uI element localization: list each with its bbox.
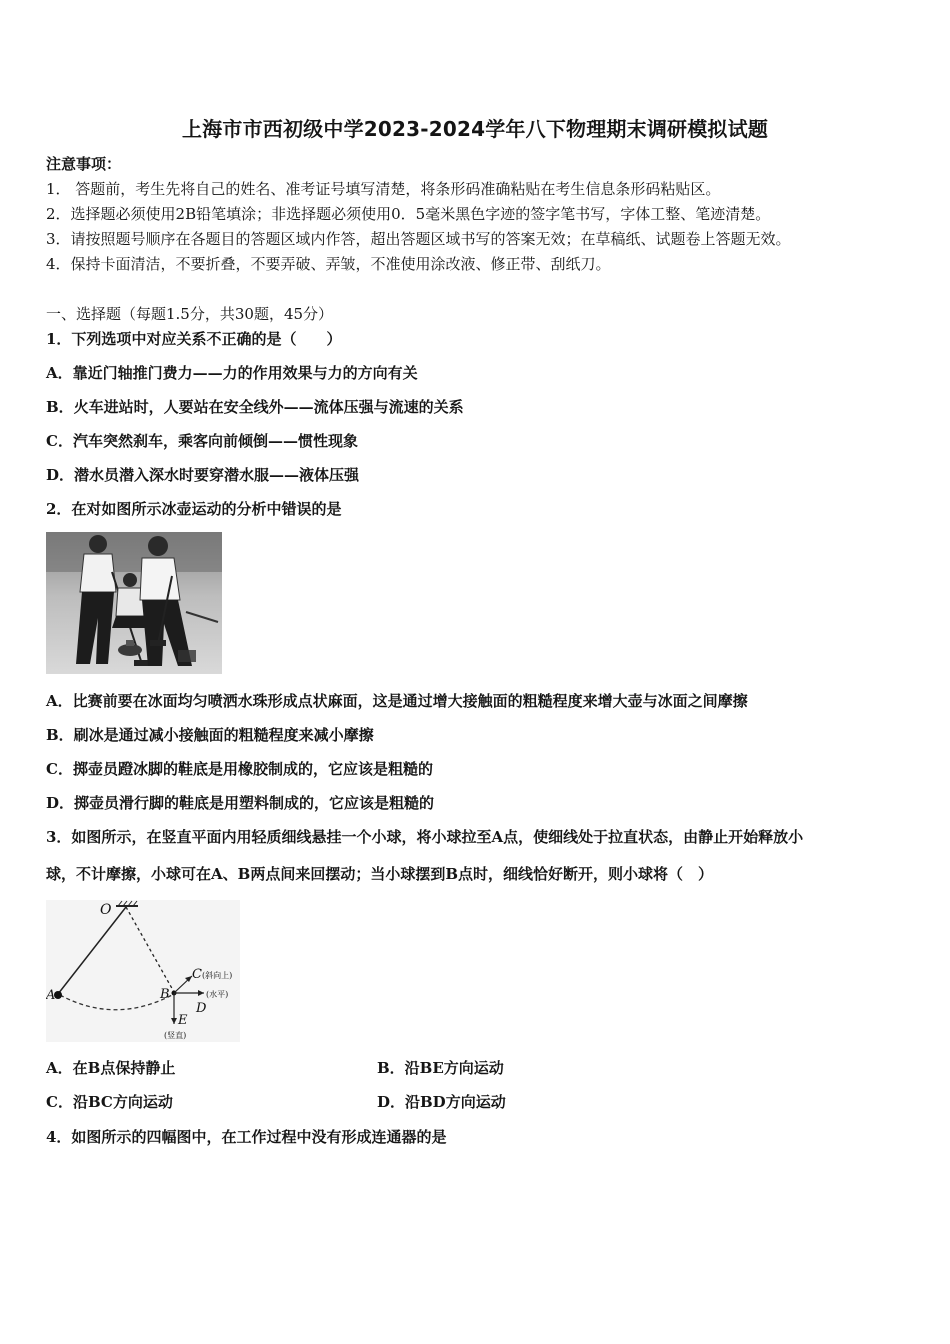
label-e: E xyxy=(178,1013,188,1028)
q3-option-c: C．沿BC方向运动 xyxy=(46,1093,173,1111)
notice-item-2: 2．选择题必须使用2B铅笔填涂；非选择题必须使用0．5毫米黑色字迹的签字笔书写，字体工整、笔迹清楚。 xyxy=(46,205,771,223)
q4-stem: 4．如图所示的四幅图中，在工作过程中没有形成连通器的是 xyxy=(46,1128,447,1146)
q3-option-d: D．沿BD方向运动 xyxy=(377,1093,506,1111)
q2-option-d: D．掷壶员滑行脚的鞋底是用塑料制成的，它应该是粗糙的 xyxy=(46,794,435,812)
notice-item-3: 3．请按照题号顺序在各题目的答题区域内作答，超出答题区域书写的答案无效；在草稿纸、试题卷上答题无效。 xyxy=(46,230,791,248)
label-d-note: (水平) xyxy=(206,990,229,999)
label-c-note: (斜向上) xyxy=(202,971,233,980)
notice-item-1: 1． 答题前，考生先将自己的姓名、准考证号填写清楚，将条形码准确粘贴在考生信息条形码粘贴区。 xyxy=(46,180,721,198)
curling-photo-image xyxy=(46,532,222,674)
q3-stem-line1: 3．如图所示，在竖直平面内用轻质细线悬挂一个小球，将小球拉至A点，使细线处于拉直状态，由静止开始释放小 xyxy=(46,828,804,846)
notice-item-4: 4．保持卡面清洁，不要折叠，不要弄破、弄皱，不准使用涂改液、修正带、刮纸刀。 xyxy=(46,255,611,273)
q3-stem-line2: 球，不计摩擦，小球可在A、B两点间来回摆动；当小球摆到B点时，细线恰好断开，则小球将（ ） xyxy=(46,865,713,883)
q2-option-a: A．比赛前要在冰面均匀喷洒水珠形成点状麻面，这是通过增大接触面的粗糙程度来增大壶与冰面之间摩擦 xyxy=(46,692,748,710)
pendulum-figure xyxy=(46,900,240,1042)
q1-stem: 1．下列选项中对应关系不正确的是（ ） xyxy=(46,330,342,348)
label-d: D xyxy=(196,1001,207,1016)
q2-stem: 2．在对如图所示冰壶运动的分析中错误的是 xyxy=(46,500,342,518)
q2-option-b: B．刷冰是通过减小接触面的粗糙程度来减小摩擦 xyxy=(46,726,374,744)
page-title: 上海市市西初级中学2023-2024学年八下物理期末调研模拟试题 xyxy=(181,117,769,141)
curling-photo xyxy=(46,532,222,674)
section-heading: 一、选择题（每题1.5分，共30题，45分） xyxy=(46,305,334,323)
label-b: B xyxy=(160,987,170,1002)
q1-option-b: B．火车进站时，人要站在安全线外——流体压强与流速的关系 xyxy=(46,398,464,416)
q1-option-a: A．靠近门轴推门费力——力的作用效果与力的方向有关 xyxy=(46,364,418,382)
q3-option-b: B．沿BE方向运动 xyxy=(377,1059,504,1077)
label-a: A xyxy=(46,988,56,1003)
label-e-note: (竖直) xyxy=(164,1031,187,1040)
label-c: C xyxy=(192,967,202,982)
q1-option-d: D．潜水员潜入深水时要穿潜水服——液体压强 xyxy=(46,466,360,484)
notice-heading: 注意事项： xyxy=(46,155,122,173)
q1-option-c: C．汽车突然刹车，乘客向前倾倒——惯性现象 xyxy=(46,432,358,450)
q2-option-c: C．掷壶员蹬冰脚的鞋底是用橡胶制成的，它应该是粗糙的 xyxy=(46,760,433,778)
q3-option-a: A．在B点保持静止 xyxy=(46,1059,176,1077)
pendulum-diagram xyxy=(46,900,240,1042)
label-o: O xyxy=(100,902,112,918)
